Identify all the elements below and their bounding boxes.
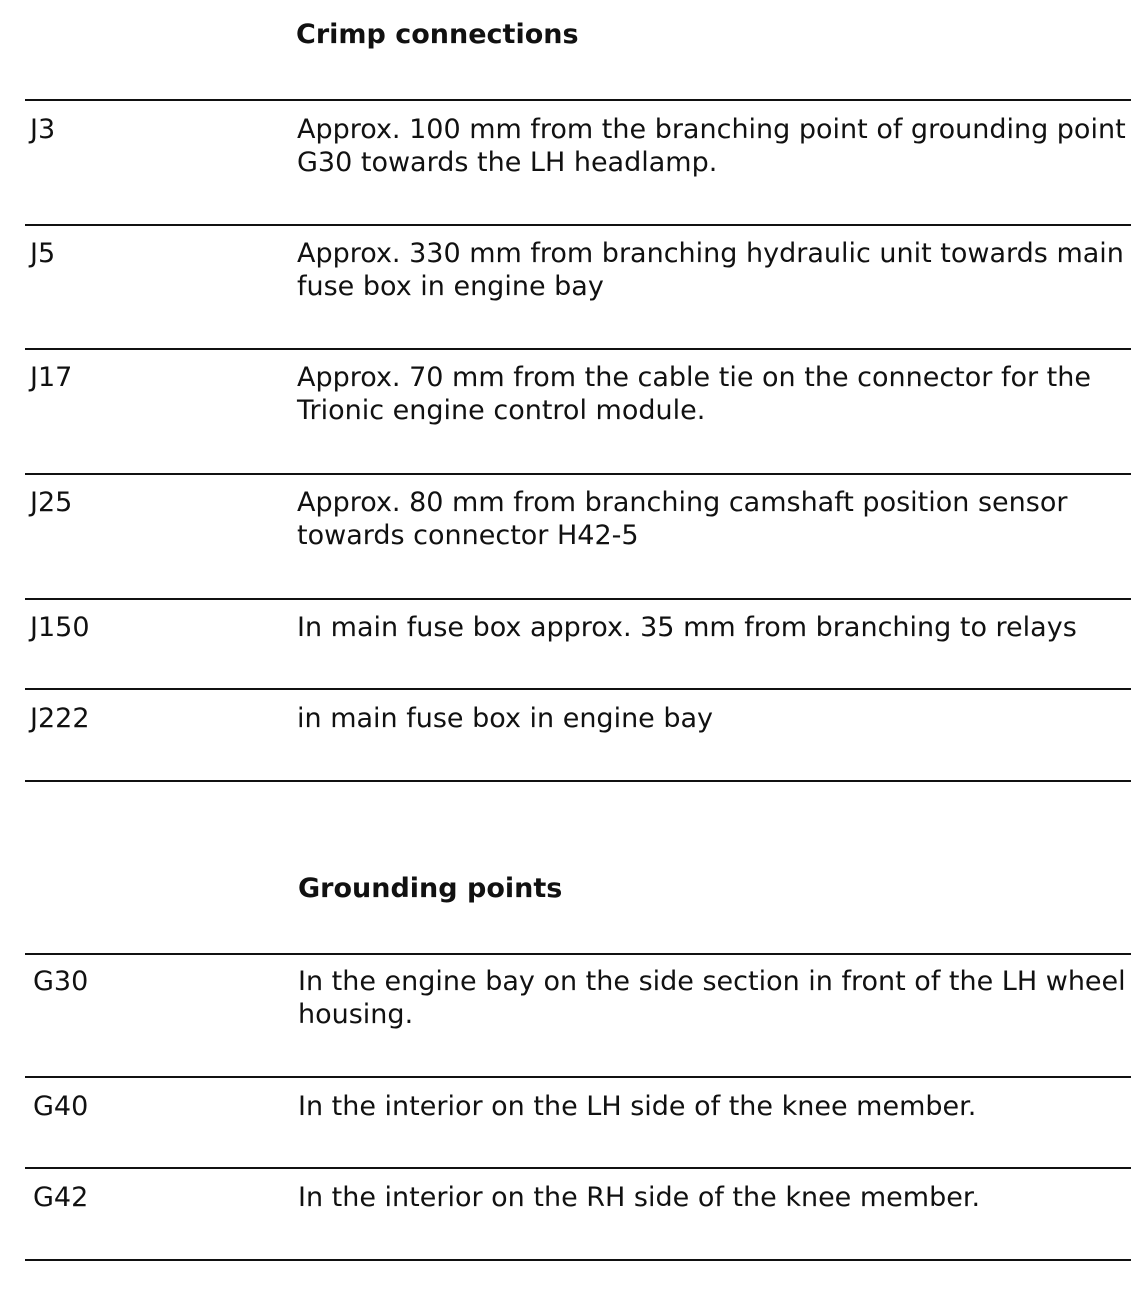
row-description: Approx. 100 mm from the branching point of grounding point G30 towards the LH headlamp.	[297, 114, 1126, 178]
row-description: In the interior on the RH side of the knee member.	[298, 1182, 981, 1213]
row-code: J150	[30, 612, 90, 643]
divider	[25, 224, 1131, 226]
divider	[25, 99, 1131, 101]
row-code: J5	[30, 238, 56, 269]
divider	[25, 688, 1131, 690]
divider	[25, 473, 1131, 475]
grounding-points-heading: Grounding points	[298, 873, 563, 904]
row-description: In the interior on the LH side of the knee member.	[298, 1091, 977, 1122]
divider	[25, 1167, 1131, 1169]
crimp-connections-heading: Crimp connections	[296, 19, 579, 50]
divider	[25, 348, 1131, 350]
divider	[25, 780, 1131, 782]
row-description: In main fuse box approx. 35 mm from branching to relays	[297, 612, 1077, 643]
row-description: Approx. 80 mm from branching camshaft position sensor towards connector H42-5	[297, 487, 1068, 551]
row-description: in main fuse box in engine bay	[297, 703, 714, 734]
row-description: Approx. 330 mm from branching hydraulic unit towards main fuse box in engine bay	[297, 238, 1124, 302]
row-code: J222	[30, 703, 90, 734]
row-code: G40	[33, 1091, 89, 1122]
row-code: G30	[33, 966, 89, 997]
divider	[25, 1076, 1131, 1078]
divider	[25, 953, 1131, 955]
row-description: In the engine bay on the side section in front of the LH wheel housing.	[298, 966, 1126, 1030]
row-code: J25	[30, 487, 73, 518]
row-code: J17	[30, 362, 73, 393]
row-description: Approx. 70 mm from the cable tie on the connector for the Trionic engine control module.	[297, 362, 1091, 426]
divider	[25, 1259, 1131, 1261]
divider	[25, 598, 1131, 600]
row-code: J3	[30, 114, 56, 145]
row-code: G42	[33, 1182, 89, 1213]
